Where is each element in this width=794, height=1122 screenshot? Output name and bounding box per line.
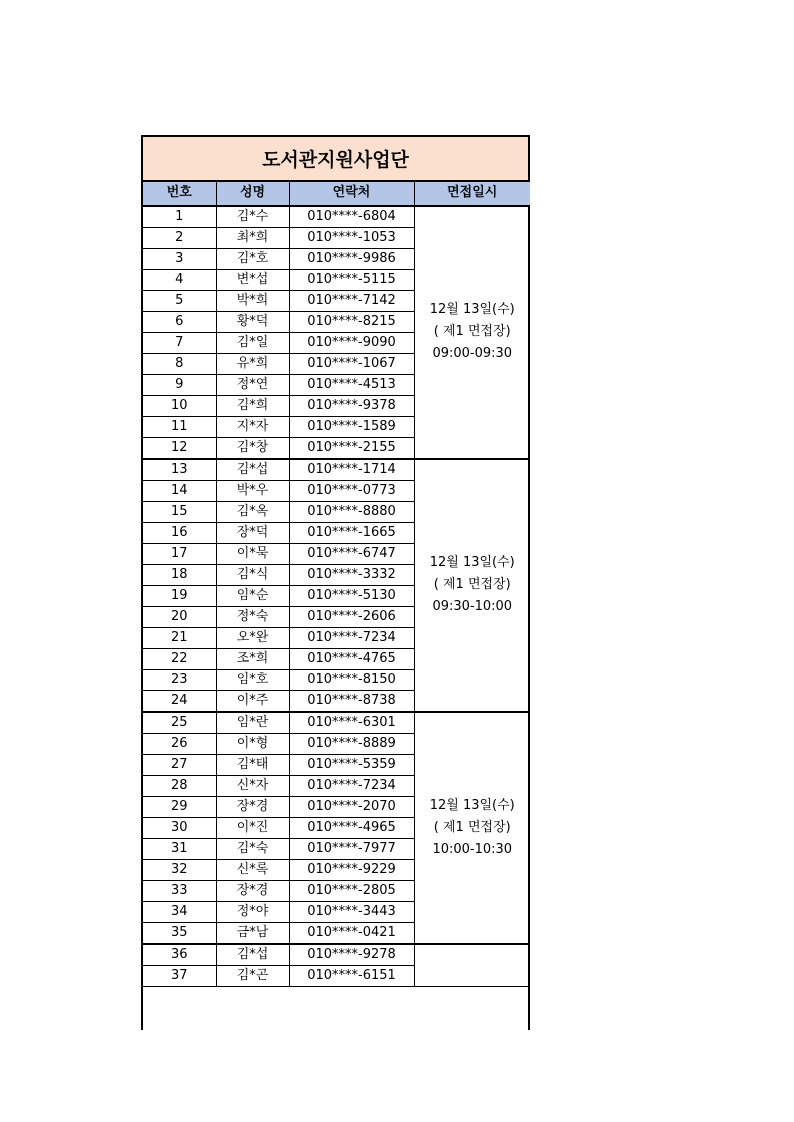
- header-number: 번호: [143, 182, 216, 206]
- interview-datetime-line: 09:00-09:30: [432, 346, 513, 361]
- row-number: 16: [143, 522, 216, 543]
- row-contact: 010****-8889: [289, 733, 414, 754]
- row-name: 변*섭: [216, 269, 289, 290]
- row-name: 박*희: [216, 290, 289, 311]
- row-contact: 010****-2070: [289, 796, 414, 817]
- row-name: 김*일: [216, 332, 289, 353]
- row-name: 장*경: [216, 880, 289, 901]
- row-contact: 010****-7234: [289, 627, 414, 648]
- row-contact: 010****-9090: [289, 332, 414, 353]
- row-contact: 010****-1665: [289, 522, 414, 543]
- table-row: [143, 712, 530, 734]
- row-contact: 010****-8880: [289, 501, 414, 522]
- interview-datetime-cell: [414, 712, 530, 944]
- interview-datetime-line: ( 제1 면접장): [433, 577, 511, 592]
- row-name: 김*희: [216, 395, 289, 416]
- row-contact: 010****-9378: [289, 395, 414, 416]
- row-contact: 010****-3332: [289, 564, 414, 585]
- row-number: 18: [143, 564, 216, 585]
- row-name: 정*연: [216, 374, 289, 395]
- row-contact: 010****-8150: [289, 669, 414, 690]
- row-contact: 010****-4965: [289, 817, 414, 838]
- sheet-title: 도서관지원사업단: [143, 137, 528, 181]
- row-name: 임*순: [216, 585, 289, 606]
- row-number: 7: [143, 332, 216, 353]
- row-name: 신*록: [216, 859, 289, 880]
- header-contact: 연락처: [289, 182, 414, 206]
- row-name: 김*섭: [216, 459, 289, 481]
- row-number: 33: [143, 880, 216, 901]
- row-number: 10: [143, 395, 216, 416]
- row-name: 금*남: [216, 922, 289, 944]
- row-contact: 010****-6301: [289, 712, 414, 734]
- row-name: 정*야: [216, 901, 289, 922]
- row-name: 임*호: [216, 669, 289, 690]
- row-name: 오*완: [216, 627, 289, 648]
- row-name: 김*옥: [216, 501, 289, 522]
- row-number: 12: [143, 437, 216, 459]
- interview-datetime-line: 10:00-10:30: [432, 841, 513, 857]
- row-name: 장*덕: [216, 522, 289, 543]
- row-number: 8: [143, 353, 216, 374]
- row-name: 이*형: [216, 733, 289, 754]
- row-number: 3: [143, 248, 216, 269]
- roster-table: [143, 181, 530, 987]
- row-number: 29: [143, 796, 216, 817]
- row-number: 36: [143, 944, 216, 966]
- row-contact: 010****-7142: [289, 290, 414, 311]
- row-contact: 010****-4765: [289, 648, 414, 669]
- row-number: 20: [143, 606, 216, 627]
- row-number: 4: [143, 269, 216, 290]
- roster-sheet: [141, 135, 530, 1030]
- interview-datetime-cell: [414, 459, 530, 712]
- row-name: 김*식: [216, 564, 289, 585]
- row-number: 21: [143, 627, 216, 648]
- row-number: 24: [143, 690, 216, 712]
- interview-datetime-line: 12월 13일(수): [429, 555, 515, 570]
- row-contact: 010****-6804: [289, 206, 414, 228]
- row-name: 김*숙: [216, 838, 289, 859]
- row-number: 35: [143, 922, 216, 944]
- row-name: 김*수: [216, 206, 289, 228]
- row-number: 26: [143, 733, 216, 754]
- row-number: 6: [143, 311, 216, 332]
- row-name: 황*덕: [216, 311, 289, 332]
- row-name: 장*경: [216, 796, 289, 817]
- row-name: 김*섭: [216, 944, 289, 966]
- row-contact: 010****-5130: [289, 585, 414, 606]
- row-contact: 010****-5359: [289, 754, 414, 775]
- row-number: 31: [143, 838, 216, 859]
- row-name: 이*주: [216, 690, 289, 712]
- row-number: 5: [143, 290, 216, 311]
- row-name: 김*창: [216, 437, 289, 459]
- row-name: 김*호: [216, 248, 289, 269]
- row-number: 13: [143, 459, 216, 481]
- row-name: 지*자: [216, 416, 289, 437]
- header-interview-datetime: 면접일시: [414, 182, 530, 206]
- row-number: 19: [143, 585, 216, 606]
- row-name: 김*곤: [216, 965, 289, 986]
- row-contact: 010****-6151: [289, 965, 414, 986]
- row-number: 14: [143, 480, 216, 501]
- interview-datetime-line: 12월 13일(수): [429, 797, 515, 813]
- row-number: 15: [143, 501, 216, 522]
- row-number: 22: [143, 648, 216, 669]
- row-contact: 010****-8738: [289, 690, 414, 712]
- table-row: [143, 206, 530, 228]
- interview-datetime-cell: [414, 206, 530, 459]
- header-name: 성명: [216, 182, 289, 206]
- row-number: 30: [143, 817, 216, 838]
- row-number: 23: [143, 669, 216, 690]
- table-row: [143, 459, 530, 481]
- interview-datetime-line: ( 제1 면접장): [433, 819, 511, 835]
- row-name: 임*란: [216, 712, 289, 734]
- row-contact: 010****-5115: [289, 269, 414, 290]
- row-number: 9: [143, 374, 216, 395]
- row-contact: 010****-1067: [289, 353, 414, 374]
- row-contact: 010****-1714: [289, 459, 414, 481]
- row-number: 37: [143, 965, 216, 986]
- row-number: 25: [143, 712, 216, 734]
- row-number: 32: [143, 859, 216, 880]
- row-number: 2: [143, 227, 216, 248]
- table-row: [143, 944, 530, 966]
- row-contact: 010****-6747: [289, 543, 414, 564]
- roster-body: [143, 206, 530, 987]
- row-contact: 010****-3443: [289, 901, 414, 922]
- row-name: 최*희: [216, 227, 289, 248]
- row-name: 박*우: [216, 480, 289, 501]
- row-name: 김*태: [216, 754, 289, 775]
- row-number: 34: [143, 901, 216, 922]
- row-number: 27: [143, 754, 216, 775]
- row-name: 정*숙: [216, 606, 289, 627]
- row-name: 이*묵: [216, 543, 289, 564]
- interview-datetime-line: 12월 13일(수): [429, 302, 515, 317]
- row-contact: 010****-4513: [289, 374, 414, 395]
- row-contact: 010****-0773: [289, 480, 414, 501]
- row-number: 17: [143, 543, 216, 564]
- row-number: 28: [143, 775, 216, 796]
- row-name: 신*자: [216, 775, 289, 796]
- row-contact: 010****-1053: [289, 227, 414, 248]
- row-contact: 010****-9986: [289, 248, 414, 269]
- row-contact: 010****-2805: [289, 880, 414, 901]
- row-contact: 010****-2155: [289, 437, 414, 459]
- header-row: [143, 182, 530, 206]
- row-contact: 010****-9278: [289, 944, 414, 966]
- row-contact: 010****-7977: [289, 838, 414, 859]
- row-contact: 010****-8215: [289, 311, 414, 332]
- row-name: 조*희: [216, 648, 289, 669]
- interview-datetime-cell: [414, 944, 530, 987]
- row-contact: 010****-9229: [289, 859, 414, 880]
- row-contact: 010****-7234: [289, 775, 414, 796]
- row-name: 유*희: [216, 353, 289, 374]
- interview-datetime-line: ( 제1 면접장): [433, 324, 511, 339]
- row-name: 이*진: [216, 817, 289, 838]
- row-contact: 010****-0421: [289, 922, 414, 944]
- row-number: 1: [143, 206, 216, 228]
- interview-datetime-line: 09:30-10:00: [432, 599, 513, 614]
- row-contact: 010****-2606: [289, 606, 414, 627]
- row-number: 11: [143, 416, 216, 437]
- row-contact: 010****-1589: [289, 416, 414, 437]
